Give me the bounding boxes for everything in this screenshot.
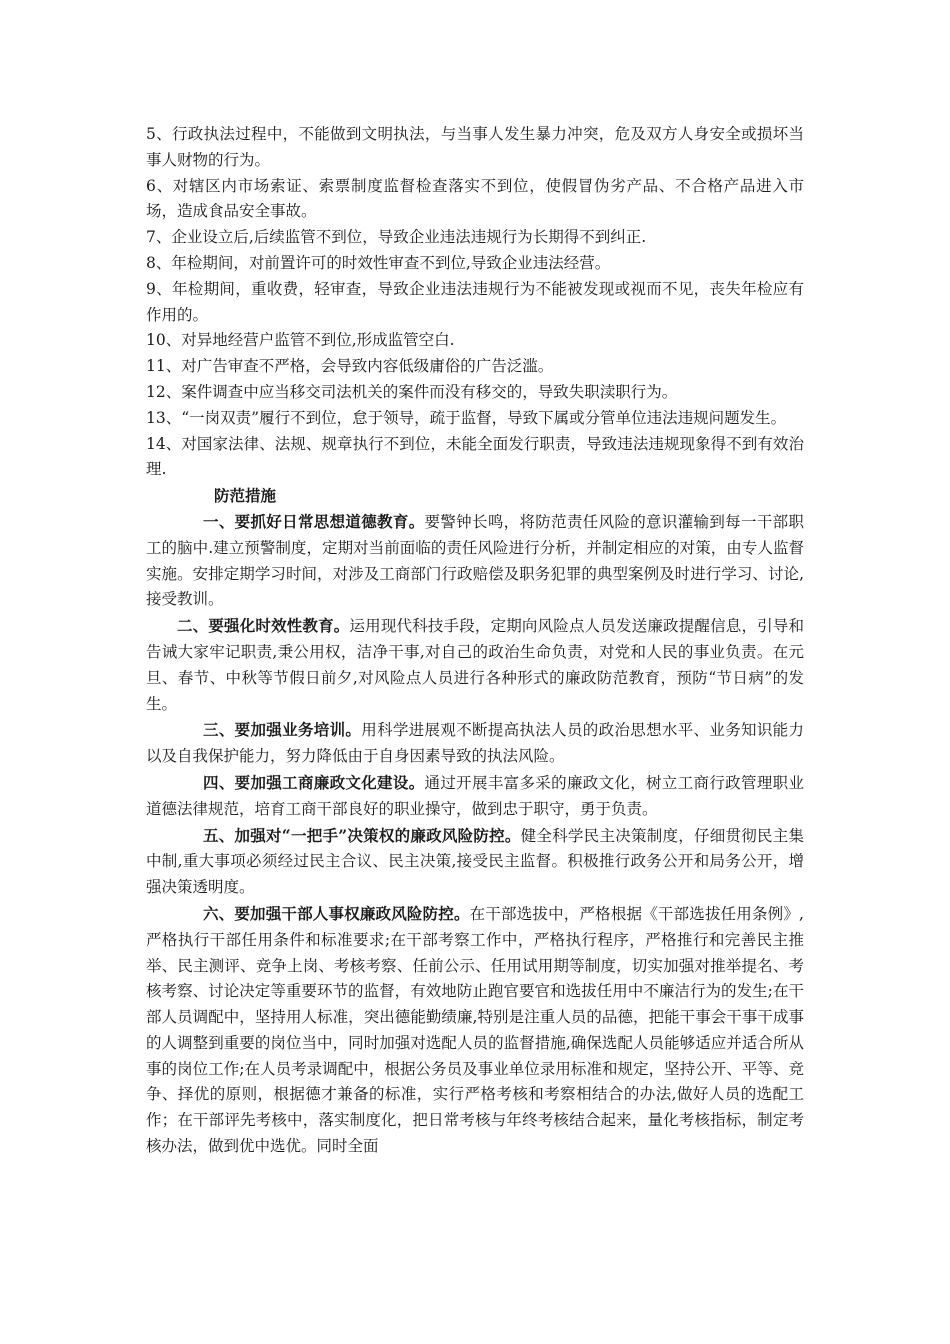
measure-lead-3: 三、要加强业务培训。 [203,720,362,740]
measure-text-5: 健全科学民主决策制度，仔细贯彻民主集中制,重大事项必须经过民主合议、民主决策,接受民主监督。积极推行政务公开和局务公开，增强决策透明度。 [146,826,804,897]
risk-item-12: 12、案件调查中应当移交司法机关的案件而没有移交的，导致失职渎职行为。 [146,382,678,401]
risk-item-10: 10、对异地经营户监管不到位,形成监管空白. [146,331,455,350]
risk-item-8: 8、年检期间，对前置许可的时效性审查不到位,导致企业违法经营。 [146,253,611,272]
measure-paragraph-1 [146,509,804,613]
measure-paragraph-3 [146,717,804,770]
risk-item-7: 7、企业设立后,后续监管不到位，导致企业违法违规行为长期得不到纠正. [146,228,647,247]
measure-paragraph-2 [146,613,804,717]
measure-text-6: 在干部选拔中，严格根据《干部选拔任用条例》,严格执行干部任用条件和标准要求;在干部考察工作中，严格执行程序，严格推行和完善民主推举、民主测评、竞争上岗、考核考察、任前公示、任用试用期等制度，切实加强对推举提名、考核考察、讨论决定等重要环节的监督，有效地防止跑官要官和选拔任用中不廉洁行为的发生;在干部人员调配中，坚持用人标准，突出德能勤绩廉,特别是注重人员的品德，把能干事会干事干成事的人调整到重要的岗位当中，同时加强对选配人员的监督措施,确保选配人员能够适应并适合所从事的岗位工作;在人员考录调配中，根据公务员及事业单位录用标准和规定，坚持公开、平等、竞争、择优的原则，根据德才兼备的标准，实行严格考核和考察相结合的办法,做好人员的选配工作；在干部评先考核中，落实制度化，把日常考核与年终考核结合起来，量化考核指标，制定考核办法，做到优中选优。同时全面 [146,904,804,1156]
measure-paragraph-4 [146,770,804,823]
measure-lead-2: 二、要强化时效性教育。 [177,616,350,636]
measure-lead-6: 六、要加强干部人事权廉政风险防控。 [203,903,470,923]
measure-text-4: 通过开展丰富多采的廉政文化，树立工商行政管理职业道德法律规范，培育工商干部良好的职业操守，做到忠于职守，勇于负责。 [146,773,804,818]
measure-paragraph-5 [146,823,804,901]
measure-lead-4: 四、要加强工商廉政文化建设。 [203,772,425,792]
risk-item-11: 11、对广告审查不严格，会导致内容低级庸俗的广告泛滥。 [146,357,554,376]
risk-item-9: 9、年检期间，重收费，轻审查，导致企业违法违规行为不能被发现或视而不见，丧失年检应有作用的。 [146,279,804,324]
section-heading: 防范措施 [214,486,277,506]
document-page [146,122,804,1160]
measure-lead-5: 五、加强对“一把手”决策权的廉政风险防控。 [203,825,521,845]
measure-text-3: 用科学进展观不断提高执法人员的政治思想水平、业务知识能力以及自我保护能力，努力降低由于自身因素导致的执法风险。 [146,721,804,766]
risk-item-5: 5、行政执法过程中，不能做到文明执法，与当事人发生暴力冲突，危及双方人身安全或损坏当事人财物的行为。 [146,125,804,169]
measure-text-1: 要警钟长鸣，将防范责任风险的意识灌输到每一干部职工的脑中.建立预警制度，定期对当前面临的责任风险进行分析，并制定相应的对策，由专人监督实施。安排定期学习时间，对涉及工商部门行政赔偿及职务犯罪的典型案例及时进行学习、讨论,接受教训。 [146,512,804,609]
measure-paragraph-6 [146,901,804,1160]
measure-text-2: 运用现代科技手段，定期向风险点人员发送廉政提醒信息，引导和告诫大家牢记职责,秉公用权，洁净干事,对自己的政治生命负责，对党和人民的事业负责。在元旦、春节、中秋等节假日前夕,对风险点人员进行各种形式的廉政防范教育，预防“节日病”的发生。 [146,617,804,713]
measure-lead-1: 一、要抓好日常思想道德教育。 [203,511,425,531]
risk-item-13: 13、“一岗双责”履行不到位，怠于领导，疏于监督，导致下属或分管单位违法违规问题发生。 [146,408,787,427]
risk-item-14: 14、对国家法律、法规、规章执行不到位，未能全面发行职责，导致违法违规现象得不到有效治理. [146,434,804,479]
risk-item-6: 6、对辖区内市场索证、索票制度监督检查落实不到位，使假冒伪劣产品、不合格产品进入市场，造成食品安全事故。 [146,176,804,221]
